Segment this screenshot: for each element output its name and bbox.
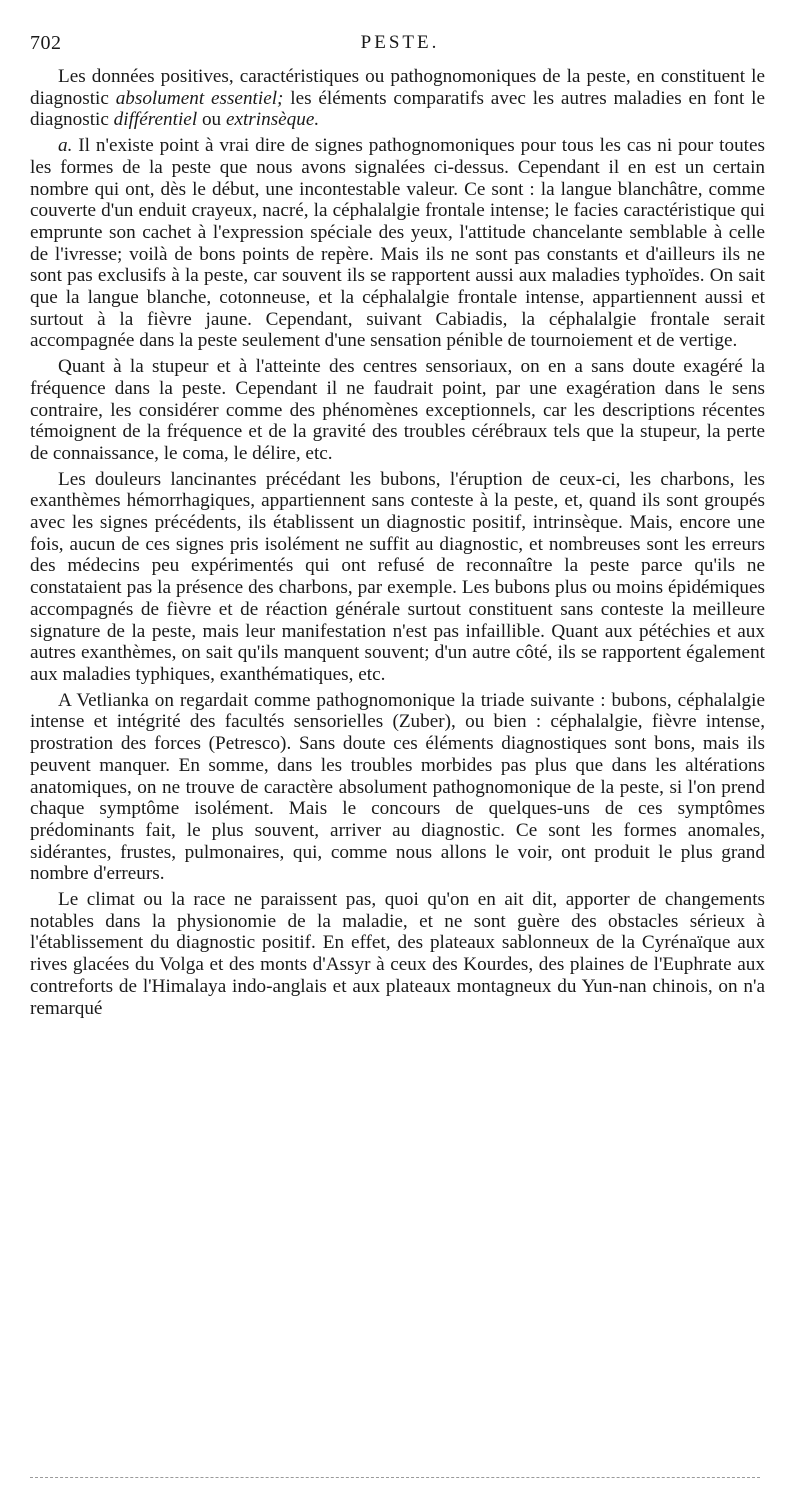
paragraph-4: Les douleurs lancinantes précédant les bubons, l'éruption de ceux-ci, les charbons, les exanthèmes hémorrhagiques, appartiennent sans conteste à la peste, et, quand ils sont groupés avec les signes précédents, ils établissent un diagnostic positif, intrinsèque. Mais, encore une fois, aucun de ces signes pris isolément ne suffit au diagnostic, et nombreuses sont les erreurs des médecins peu expérimentés qui ont refusé de reconnaître la peste parce qu'ils ne constataient pas la présence des charbons, par exemple. Les bubons plus ou moins épidémiques accompagnés de fièvre et de réaction générale surtout constituent sans conteste la meilleure signature de la peste, mais leur manifestation n'est pas infaillible. Quant aux pétéchies et aux autres exanthèmes, on sait qu'ils manquent souvent; d'un autre côté, ils se rapportent également aux maladies typhiques, exanthématiques, etc. [30, 468, 765, 685]
page-number: 702 [30, 32, 62, 54]
paragraph-1-text-1: Les données positives, caractéristiques ou pathognomoniques de la peste, en constituent le diagnostic [30, 66, 765, 109]
footer-dashed-rule [30, 1477, 760, 1478]
paragraph-1-text-3: ou [197, 109, 226, 131]
paragraph-2 [30, 135, 765, 352]
paragraph-2-label: a. [58, 135, 73, 157]
paragraph-5: A Vetlianka on regardait comme pathognomonique la triade suivante : bubons, céphalalgie intense et intégrité des facultés sensorielles (Zuber), ou bien : céphalalgie, fièvre intense, prostration des forces (Petresco). Sans doute ces éléments diagnostiques sont bons, mais ils peuvent manquer. En somme, dans les troubles morbides pas plus que dans les altérations anatomiques, on ne trouve de caractère absolument pathognomonique de la peste, si l'on prend chaque symptôme isolément. Mais le concours de quelques-uns de ces symptômes prédominants fait, le plus souvent, arriver au diagnostic. Ce sont les formes anomales, sidérantes, frustes, pulmonaires, qui, comme nous allons le voir, ont produit le plus grand nombre d'erreurs. [30, 689, 765, 885]
paragraph-1-emphasis-1: absolument essentiel; [115, 87, 284, 109]
body-text [30, 66, 765, 1019]
paragraph-6: Le climat ou la race ne paraissent pas, quoi qu'on en ait dit, apporter de changements notables dans la physionomie de la maladie, et ne sont guère des obstacles sérieux à l'établissement du diagnostic positif. En effet, des plateaux sablonneux de la Cyrénaïque aux rives glacées du Volga et des monts d'Assyr à ceux des Kourdes, des plaines de l'Euphrate aux contreforts de l'Himalaya indo-anglais et aux plateaux montagneux du Yun-nan chinois, on n'a remarqué [30, 889, 765, 1019]
paragraph-1-text-2: les éléments comparatifs avec les autres maladies en font le diagnostic [30, 87, 765, 131]
paragraph-1 [30, 66, 765, 131]
running-head: PESTE. [360, 32, 440, 53]
page-header [30, 32, 770, 58]
paragraph-3: Quant à la stupeur et à l'atteinte des centres sensoriaux, on en a sans doute exagéré la fréquence dans la peste. Cependant il ne faudrait point, par une exagération dans le sens contraire, les considérer comme des phénomènes exceptionnels, car les descriptions récentes témoignent de la fréquence et de la gravité des troubles cérébraux tels que la stupeur, la perte de connaissance, le coma, le délire, etc. [30, 356, 765, 464]
paragraph-2-text: Il n'existe point à vrai dire de signes pathognomoniques pour tous les cas ni pour toutes les formes de la peste que nous avons signalées ci-dessus. Cependant il en est un certain nombre qui ont, dès le début, une incontestable valeur. Ce sont : la langue blanchâtre, comme couverte d'un enduit crayeux, nacré, la céphalalgie frontale intense; le facies caractéristique qui emprunte son cachet à l'expression spéciale des yeux, l'attitude chancelante semblable à celle de l'ivresse; voilà de bons points de repère. Mais ils ne sont pas constants et d'ailleurs ils ne sont pas exclusifs à la peste, car souvent ils se rapportent aussi aux maladies typhoïdes. On sait que la langue blanche, cotonneuse, et la céphalalgie frontale intense, appartiennent aussi et surtout à la fièvre jaune. Cependant, suivant Cabiadis, la céphalalgie frontale serait accompagnée dans la peste seulement d'une sensation pénible de tournoiement et de vertige. [30, 135, 765, 352]
paragraph-1-emphasis-2: différentiel [113, 109, 198, 131]
paragraph-1-emphasis-3: extrinsèque. [225, 109, 320, 131]
